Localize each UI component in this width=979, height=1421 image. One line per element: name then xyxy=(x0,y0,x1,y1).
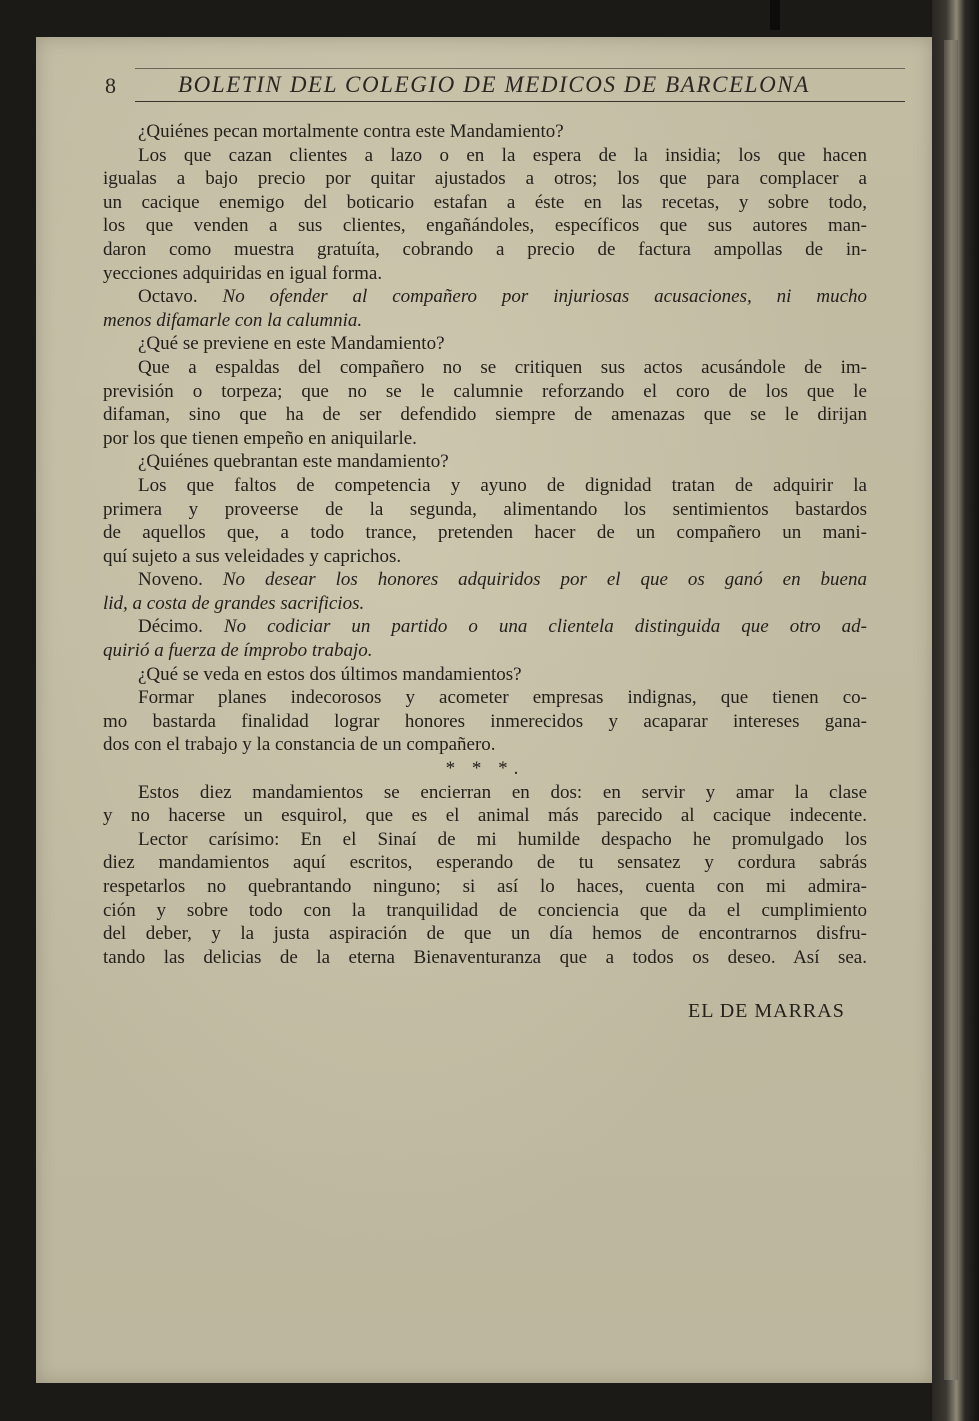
line-text: difaman, sino que ha de ser defendido siempre de amenazas que se le dirijan xyxy=(103,404,867,426)
line-text: ¿Qué se previene en este Mandamiento? xyxy=(138,333,445,355)
text-line xyxy=(103,521,867,545)
text-line xyxy=(103,639,867,663)
commandment-text: menos difamarle con la calumnia. xyxy=(103,309,363,331)
line-text: del deber, y la justa aspiración de que un día hemos de encontrarnos disfru- xyxy=(103,923,867,945)
text-line xyxy=(103,167,867,191)
section-heading: Décimo. xyxy=(138,616,224,638)
text-line xyxy=(103,285,867,309)
text-line xyxy=(103,781,867,805)
text-line xyxy=(103,710,867,734)
text-line xyxy=(103,828,867,852)
line-text: por los que tienen empeño en aniquilarle. xyxy=(103,427,417,449)
page-header xyxy=(105,68,905,102)
author-signature: EL DE MARRAS xyxy=(688,1000,845,1022)
text-line xyxy=(103,450,867,474)
text-line xyxy=(103,403,867,427)
text-line xyxy=(103,427,867,451)
line-text: daron como muestra gratuíta, cobrando a precio de factura ampollas de in- xyxy=(103,238,867,260)
text-line xyxy=(103,545,867,569)
text-line xyxy=(103,733,867,757)
header-top-rule xyxy=(135,68,905,69)
line-text: Los que faltos de competencia y ayuno de dignidad tratan de adquirir la xyxy=(138,474,867,496)
article-body xyxy=(103,120,867,969)
commandment-text: quirió a fuerza de ímprobo trabajo. xyxy=(103,640,373,662)
text-line xyxy=(103,356,867,380)
line-text: Lector carísimo: En el Sinaí de mi humilde despacho he promulgado los xyxy=(138,828,867,850)
text-line xyxy=(103,332,867,356)
book-spine-edge xyxy=(932,0,979,1421)
text-line xyxy=(103,498,867,522)
line-text: previsión o torpeza; que no se le calumnie reforzando el coro de los que le xyxy=(103,380,867,402)
text-line xyxy=(103,804,867,828)
text-line xyxy=(103,262,867,286)
text-line xyxy=(103,922,867,946)
line-text: ¿Quiénes pecan mortalmente contra este Mandamiento? xyxy=(138,121,564,142)
text-line xyxy=(103,946,867,970)
line-text: mo bastarda finalidad lograr honores inmerecidos y acaparar intereses gana- xyxy=(103,710,867,732)
line-text: ción y sobre todo con la tranquilidad de conciencia que da el cumplimiento xyxy=(103,899,867,921)
line-text: primera y proveerse de la segunda, alimentando los sentimientos bastardos xyxy=(103,498,867,520)
text-line xyxy=(103,191,867,215)
line-text: quí sujeto a sus veleidades y caprichos. xyxy=(103,545,402,567)
text-line xyxy=(103,568,867,592)
text-line xyxy=(103,899,867,923)
text-line xyxy=(103,214,867,238)
line-text: diez mandamientos aquí escritos, esperando de tu sensatez y cordura sabrás xyxy=(103,852,867,874)
text-line xyxy=(103,757,867,781)
header-bottom-rule xyxy=(135,101,905,102)
line-text: igualas a bajo precio por quitar ajustados a otros; los que para complacer a xyxy=(103,168,867,190)
line-text: Formar planes indecorosos y acometer empresas indignas, que tienen co- xyxy=(138,687,867,709)
text-line xyxy=(103,615,867,639)
commandment-text: lid, a costa de grandes sacrificios. xyxy=(103,592,365,614)
binding-mark xyxy=(770,0,780,30)
line-text: ¿Quiénes quebrantan este mandamiento? xyxy=(138,451,449,473)
line-text: Estos diez mandamientos se encierran en dos: en servir y amar la clase xyxy=(138,781,867,803)
line-text: * * *. xyxy=(445,758,525,780)
text-line xyxy=(103,120,867,144)
line-text: respetarlos no quebrantando ninguno; si así lo haces, cuenta con mi admira- xyxy=(103,876,867,897)
line-text: ¿Qué se veda en estos dos últimos mandamientos? xyxy=(138,663,522,685)
text-line xyxy=(103,686,867,710)
text-line xyxy=(103,663,867,687)
running-title: BOLETIN DEL COLEGIO DE MEDICOS DE BARCELONA xyxy=(178,72,810,97)
line-text: tando las delicias de la eterna Bienaventuranza que a todos os deseo. Así sea. xyxy=(103,946,867,968)
text-line xyxy=(103,144,867,168)
text-line xyxy=(103,474,867,498)
text-line xyxy=(103,309,867,333)
line-text: de aquellos que, a todo trance, pretenden hacer de un compañero un mani- xyxy=(103,522,867,544)
text-line xyxy=(103,238,867,262)
text-line xyxy=(103,380,867,404)
line-text: y no hacerse un esquirol, que es el animal más parecido al cacique indecente. xyxy=(103,805,867,827)
commandment-text: No ofender al compañero por injuriosas acusaciones, ni mucho xyxy=(222,286,867,308)
text-line xyxy=(103,875,867,899)
section-heading: Octavo. xyxy=(138,286,223,308)
line-text: los que venden a sus clientes, engañándoles, específicos que sus autores man- xyxy=(103,215,867,237)
line-text: yecciones adquiridas en igual forma. xyxy=(103,262,383,284)
line-text: Los que cazan clientes a lazo o en la espera de la insidia; los que hacen xyxy=(138,144,867,166)
text-line xyxy=(103,851,867,875)
commandment-text: No desear los honores adquiridos por el que os ganó en buena xyxy=(222,569,867,591)
text-line xyxy=(103,592,867,616)
line-text: dos con el trabajo y la constancia de un compañero. xyxy=(103,734,496,756)
page-number: 8 xyxy=(105,73,116,98)
line-text: Que a espaldas del compañero no se critiquen sus actos acusándole de im- xyxy=(138,356,867,378)
commandment-text: No codiciar un partido o una clientela distinguida que otro ad- xyxy=(223,616,867,638)
section-heading: Noveno. xyxy=(138,569,223,591)
line-text: un cacique enemigo del boticario estafan a éste en las recetas, y sobre todo, xyxy=(103,191,867,213)
